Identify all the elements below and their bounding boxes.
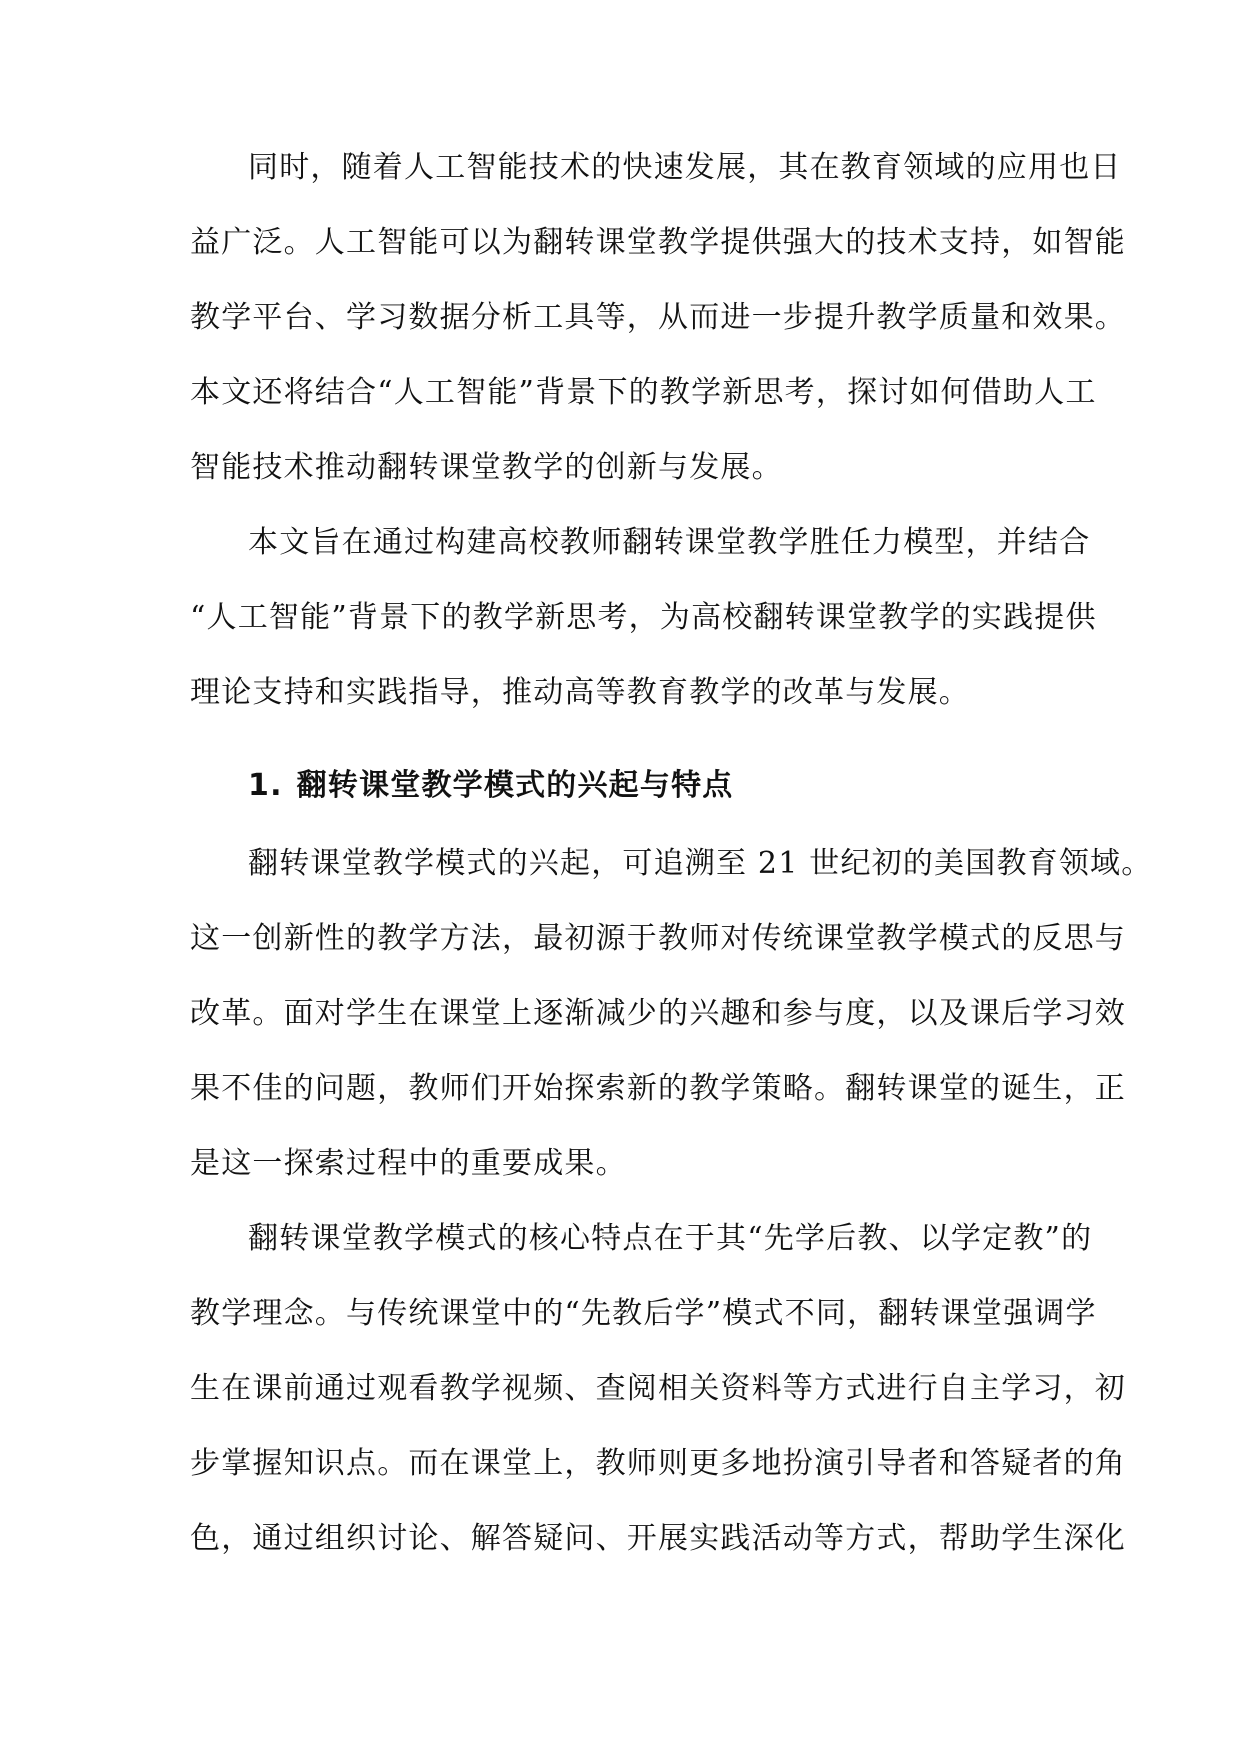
paragraph-line: 翻转课堂教学模式的兴起，可追溯至 21 世纪初的美国教育领域。 [248, 846, 1153, 881]
paragraph-line: 同时，随着人工智能技术的快速发展，其在教育领域的应用也日 [248, 150, 1122, 185]
paragraph-line: 这一创新性的教学方法，最初源于教师对传统课堂教学模式的反思与 [190, 921, 1126, 956]
paragraph-line: 色，通过组织讨论、解答疑问、开展实践活动等方式，帮助学生深化 [190, 1521, 1126, 1556]
section-heading-title: 翻转课堂教学模式的兴起与特点 [296, 768, 734, 803]
paragraph [190, 143, 1126, 518]
paragraph-line: 智能技术推动翻转课堂教学的创新与发展。 [190, 450, 783, 485]
paragraph-line: “人工智能”背景下的教学新思考，为高校翻转课堂教学的实践提供 [190, 600, 1097, 635]
section-heading [190, 761, 1050, 836]
document-body [190, 143, 1153, 1589]
paragraph-line: 果不佳的问题，教师们开始探索新的教学策略。翻转课堂的诞生，正 [190, 1071, 1126, 1106]
paragraph-line: 益广泛。人工智能可以为翻转课堂教学提供强大的技术支持，如智能 [190, 225, 1126, 260]
paragraph-line: 本文还将结合“人工智能”背景下的教学新思考，探讨如何借助人工 [190, 375, 1097, 410]
paragraph-line: 教学平台、学习数据分析工具等，从而进一步提升教学质量和效果。 [190, 300, 1126, 335]
paragraph [190, 518, 1097, 743]
paragraph-line: 理论支持和实践指导，推动高等教育教学的改革与发展。 [190, 675, 970, 710]
paragraph-line: 步掌握知识点。而在课堂上，教师则更多地扮演引导者和答疑者的角 [190, 1446, 1126, 1481]
paragraph-line: 生在课前通过观看教学视频、查阅相关资料等方式进行自主学习，初 [190, 1371, 1126, 1406]
paragraph [190, 839, 1153, 1214]
paragraph-line: 本文旨在通过构建高校教师翻转课堂教学胜任力模型，并结合 [248, 525, 1091, 560]
section-heading-number: 1. [248, 768, 283, 803]
paragraph-line: 改革。面对学生在课堂上逐渐减少的兴趣和参与度，以及课后学习效 [190, 996, 1126, 1031]
paragraph-line: 是这一探索过程中的重要成果。 [190, 1146, 627, 1181]
paragraph-line: 翻转课堂教学模式的核心特点在于其“先学后教、以学定教”的 [248, 1221, 1093, 1256]
paragraph [190, 1214, 1126, 1589]
paragraph-line: 教学理念。与传统课堂中的“先教后学”模式不同，翻转课堂强调学 [190, 1296, 1097, 1331]
